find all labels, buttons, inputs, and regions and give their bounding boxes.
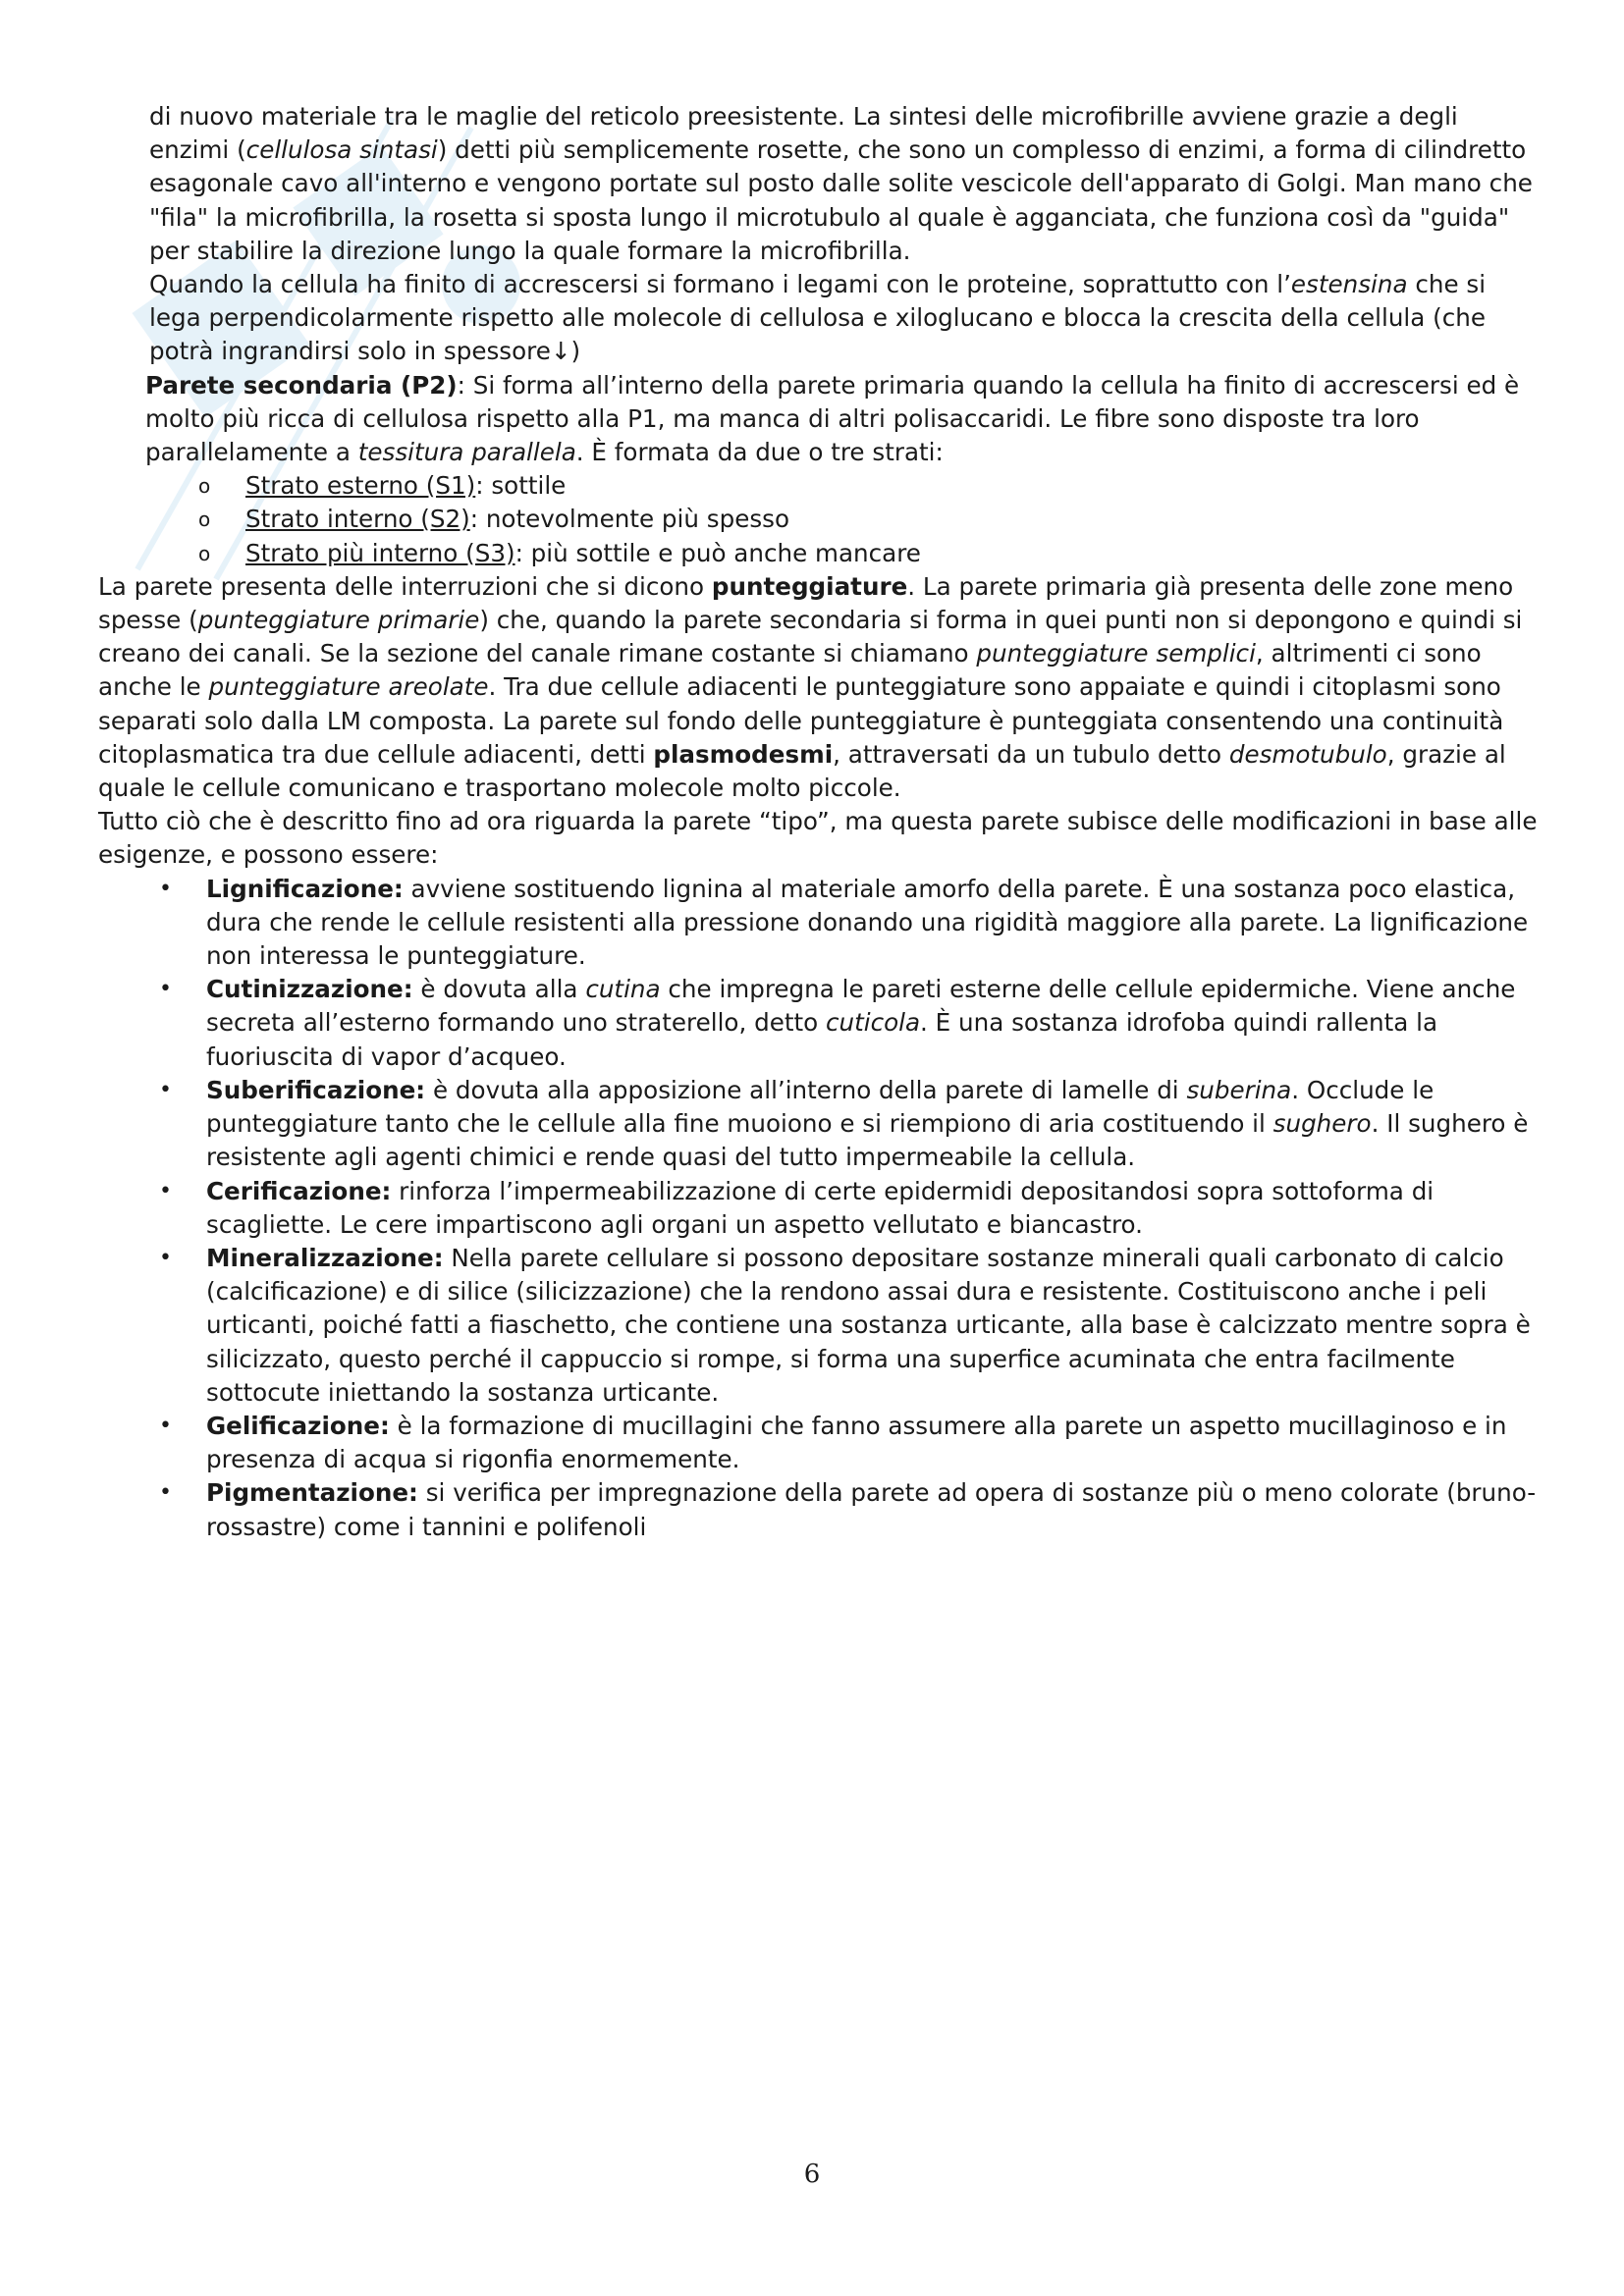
list-item-cutinizzazione: • Cutinizzazione: è dovuta alla cutina che impregna le pareti esterne delle cellule epidermiche. Viene anche secreta all’esterno formando uno straterello, detto cuticola. È una sostanza idrofoba quindi rallenta la fuoriuscita di vapor d’acqueo. [159, 975, 1516, 1071]
paragraph-sintesi-microfibrille: di nuovo materiale tra le maglie del reticolo preesistente. La sintesi delle microfibrille avviene grazie a degli enzimi (cellulosa sintasi) detti più semplicemente rosette, che sono un complesso di enzimi, a forma di cilindretto esagonale cavo all'interno e vengono portate sul posto dalle solite vescicole dell'apparato di Golgi. Man mano che "fila" la microfibrilla, la rosetta si sposta lungo il microtubulo al quale è agganciata, che funziona così da "guida" per stabilire la direzione lungo la quale formare la microfibrilla. [149, 102, 1533, 265]
document-body [98, 100, 1542, 1544]
paragraph-estensina: Quando la cellula ha finito di accrescersi si formano i legami con le proteine, soprattutto con l’estensina che si lega perpendicolarmente rispetto alle molecole di cellulosa e xiloglucano e blocca la crescita della cellula (che potrà ingrandirsi solo in spessore↓) [149, 270, 1487, 366]
paragraph-parete-secondaria: Parete secondaria (P2): Si forma all’interno della parete primaria quando la cellula ha finito di accrescersi ed è molto più ricca di cellulosa rispetto alla P1, ma manca di altri polisaccaridi. Le fibre sono disposte tra loro parallelamente a tessitura parallela. È formata da due o tre strati: [145, 370, 1520, 467]
list-item: o Strato esterno (S1): sottile [198, 471, 567, 501]
strati-list [98, 469, 1542, 570]
paragraph-modificazioni: Tutto ciò che è descritto fino ad ora riguarda la parete “tipo”, ma questa parete subisce delle modificazioni in base alle esigenze, e possono essere: [98, 807, 1538, 870]
list-item-gelificazione: • Gelificazione: è la formazione di mucillagini che fanno assumere alla parete un aspetto mucillaginoso e in presenza di acqua si rigonfia enormemente. [159, 1411, 1507, 1474]
page-number: 6 [803, 2160, 821, 2189]
list-item-mineralizzazione: • Mineralizzazione: Nella parete cellulare si possono depositare sostanze minerali quali carbonato di calcio (calcificazione) e di silice (silicizzazione) che la rendono assai dura e resistente. Costituiscono anche i peli urticanti, poiché fatti a fiaschetto, che contiene una sostanza urticante, alla base è calcizzato mentre sopra è silicizzato, questo perché il cappuccio si rompe, si forma una superfice acuminata che entra facilmente sottocute iniettando la sostanza urticante. [159, 1243, 1531, 1407]
list-item-pigmentazione: • Pigmentazione: si verifica per impregnazione della parete ad opera di sostanze più o meno colorate (bruno-rossastre) come i tannini e polifenoli [159, 1478, 1537, 1541]
list-item: o Strato interno (S2): notevolmente più spesso [198, 505, 790, 534]
list-item: o Strato più interno (S3): più sottile e può anche mancare [198, 538, 921, 567]
modificazioni-list [98, 873, 1542, 1544]
list-item-cerificazione: • Cerificazione: rinforza l’impermeabilizzazione di certe epidermidi depositandosi sopra sottoforma di scagliette. Le cere impartiscono agli organi un aspetto vellutato e biancastro. [159, 1176, 1435, 1239]
list-item-suberificazione: • Suberificazione: è dovuta alla apposizione all’interno della parete di lamelle di suberina. Occlude le punteggiature tanto che le cellule alla fine muoiono e si riempiono di aria costituendo il sughero. Il sughero è resistente agli agenti chimici e rende quasi del tutto impermeabile la cellula. [159, 1075, 1529, 1172]
list-item-lignificazione: • Lignificazione: avviene sostituendo lignina al materiale amorfo della parete. È una sostanza poco elastica, dura che rende le cellule resistenti alla pressione donando una rigidità maggiore alla parete. La lignificazione non interessa le punteggiature. [159, 874, 1529, 971]
paragraph-punteggiature: La parete presenta delle interruzioni che si dicono punteggiature. La parete primaria già presenta delle zone meno spesse (punteggiature primarie) che, quando la parete secondaria si forma in quei punti non si depongono e quindi si creano dei canali. Se la sezione del canale rimane costante si chiamano punteggiature semplici, altrimenti ci sono anche le punteggiature areolate. Tra due cellule adiacenti le punteggiature sono appaiate e quindi i citoplasmi sono separati solo dalla LM composta. La parete sul fondo delle punteggiature è punteggiata consentendo una continuità citoplasmatica tra due cellule adiacenti, detti plasmodesmi, attraversati da un tubulo detto desmotubulo, grazie al quale le cellule comunicano e trasportano molecole molto piccole. [98, 571, 1523, 803]
